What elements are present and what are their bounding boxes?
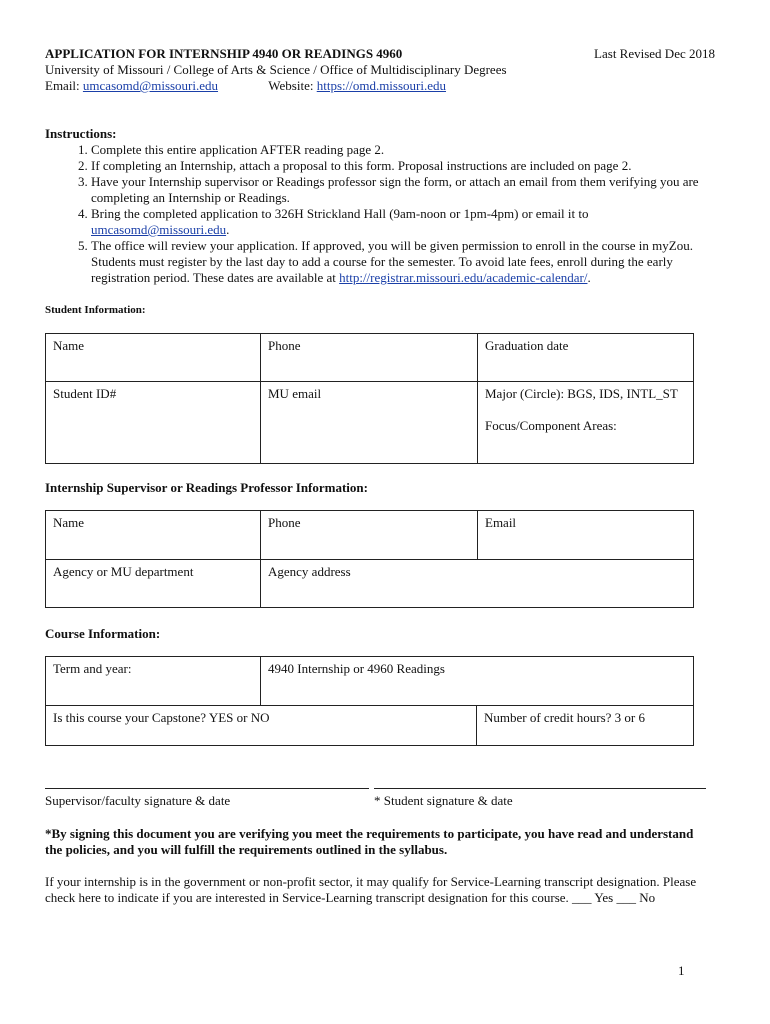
instruction-item: 3. Have your Internship supervisor or Readings professor sign the form, or attach an email from them verifying you are completing an Internship or Readings. — [91, 174, 725, 206]
supervisor-phone-field[interactable]: Phone — [261, 511, 478, 560]
supervisor-name-field[interactable]: Name — [46, 511, 261, 560]
instruction-item: 1. Complete this entire application AFTER reading page 2. — [91, 142, 725, 158]
instruction-text: The office will review your application. If approved, you will be given permission to enroll in the course in myZou. Students must register by the last day to add a course for the semester. To avoid late fees, enroll during the early registration period. These dates are available at — [91, 238, 693, 285]
registrar-calendar-link[interactable]: http://registrar.missouri.edu/academic-calendar/ — [339, 270, 588, 285]
course-type-field[interactable]: 4940 Internship or 4960 Readings — [261, 657, 694, 706]
student-id-field[interactable]: Student ID# — [46, 382, 261, 464]
focus-areas-label: Focus/Component Areas: — [485, 418, 617, 433]
graduation-date-field[interactable]: Graduation date — [478, 334, 694, 382]
form-title: APPLICATION FOR INTERNSHIP 4940 OR READINGS 4960 — [45, 46, 403, 61]
supervisor-signature-line[interactable] — [45, 788, 369, 789]
page-number: 1 — [678, 963, 685, 978]
instruction-item: 2. If completing an Internship, attach a proposal to this form. Proposal instructions are included on page 2. — [91, 158, 725, 174]
instruction-email-link[interactable]: umcasomd@missouri.edu — [91, 222, 227, 237]
instructions-list — [45, 142, 725, 286]
service-learning-text: If your internship is in the government or non-profit sector, it may qualify for Service-Learning transcript designation. Please check here to indicate if you are interested in Service-Learning transcript designation for this course. — [45, 874, 697, 905]
student-info-table — [45, 333, 694, 464]
agreement-statement: *By signing this document you are verifying you meet the requirements to participate, you have read and understand the policies, and you will fulfill the requirements outlined in the syllabus. — [45, 826, 694, 857]
supervisor-info-heading: Internship Supervisor or Readings Professor Information: — [45, 480, 368, 495]
major-focus-field[interactable] — [478, 382, 694, 464]
yes-blank[interactable]: ___ — [572, 890, 592, 905]
website-link[interactable]: https://omd.missouri.edu — [316, 78, 447, 93]
capstone-field[interactable]: Is this course your Capstone? YES or NO — [46, 706, 477, 746]
contact-line — [45, 78, 745, 94]
service-learning-paragraph — [45, 874, 725, 906]
no-label: No — [639, 890, 656, 905]
instruction-text: Bring the completed application to 326H Strickland Hall (9am-noon or 1pm-4pm) or email it to — [91, 206, 589, 221]
revision-date: Last Revised Dec 2018 — [594, 46, 715, 61]
agency-department-field[interactable]: Agency or MU department — [46, 560, 261, 608]
course-info-table — [45, 656, 694, 746]
website-label: Website: — [268, 78, 317, 93]
course-info-heading: Course Information: — [45, 626, 161, 641]
no-blank[interactable]: ___ — [616, 890, 636, 905]
student-name-field[interactable]: Name — [46, 334, 261, 382]
supervisor-email-field[interactable]: Email — [478, 511, 694, 560]
yes-label: Yes — [594, 890, 614, 905]
supervisor-signature-label: Supervisor/faculty signature & date — [45, 793, 231, 808]
term-year-field[interactable]: Term and year: — [46, 657, 261, 706]
student-info-heading: Student Information: — [45, 304, 146, 316]
student-phone-field[interactable]: Phone — [261, 334, 478, 382]
student-signature-label: * Student signature & date — [374, 793, 513, 808]
major-options: Major (Circle): BGS, IDS, INTL_ST — [485, 386, 678, 401]
mu-email-field[interactable]: MU email — [261, 382, 478, 464]
instruction-item: 5. The office will review your application. If approved, you will be given permission to enroll in the course in myZou. Students must register by the last day to add a course for the semester. To avoid late fees, enroll during the early registration period. These dates are available at http://registrar.missouri.edu/academic-calendar/. — [91, 238, 725, 286]
supervisor-info-table — [45, 510, 694, 608]
student-signature-line[interactable] — [374, 788, 706, 789]
instruction-item: 4. Bring the completed application to 326H Strickland Hall (9am-noon or 1pm-4pm) or email it to umcasomd@missouri.edu. — [91, 206, 725, 238]
instructions-heading: Instructions: — [45, 126, 117, 141]
email-label: Email: — [45, 78, 83, 93]
email-link[interactable]: umcasomd@missouri.edu — [82, 78, 219, 93]
agency-address-field[interactable]: Agency address — [261, 560, 694, 608]
organization-line: University of Missouri / College of Arts & Science / Office of Multidisciplinary Degrees — [45, 62, 507, 77]
credit-hours-field[interactable]: Number of credit hours? 3 or 6 — [477, 706, 694, 746]
